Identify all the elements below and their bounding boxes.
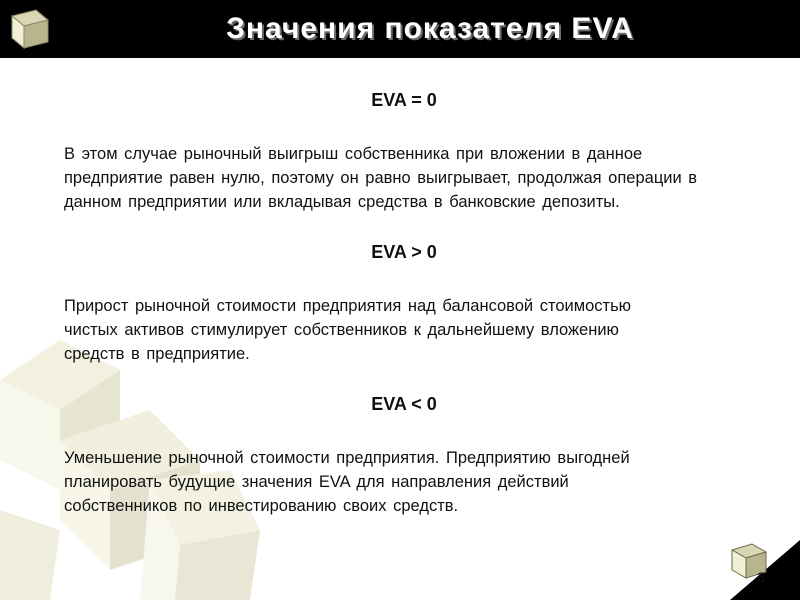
content-area [64,88,744,544]
corner-decoration [690,530,800,600]
section-text: Уменьшение рыночной стоимости предприятия. Предприятию выгодней планировать будущие значения EVA для направления действий собственников по инвестированию своих средств. [64,449,630,515]
section-text: Прирост рыночной стоимости предприятия над балансовой стоимостью чистых активов стимулирует собственников к дальнейшему вложению средств в предприятие. [64,297,632,363]
section-heading: EVA > 0 [371,242,437,262]
section-text: В этом случае рыночный выигрыш собственника при вложении в данное предприятие равен нулю, поэтому он равно выигрывает, продолжая операции в данном предприятии или вкладывая средства в банковские депозиты. [64,145,698,211]
slide-title: Значения показателя EVA [226,12,634,45]
page-number: 3 [757,569,765,585]
cube-logo-icon [8,6,52,50]
section-heading: EVA < 0 [371,394,437,414]
title-bar [0,0,800,58]
section-heading: EVA = 0 [371,90,437,110]
